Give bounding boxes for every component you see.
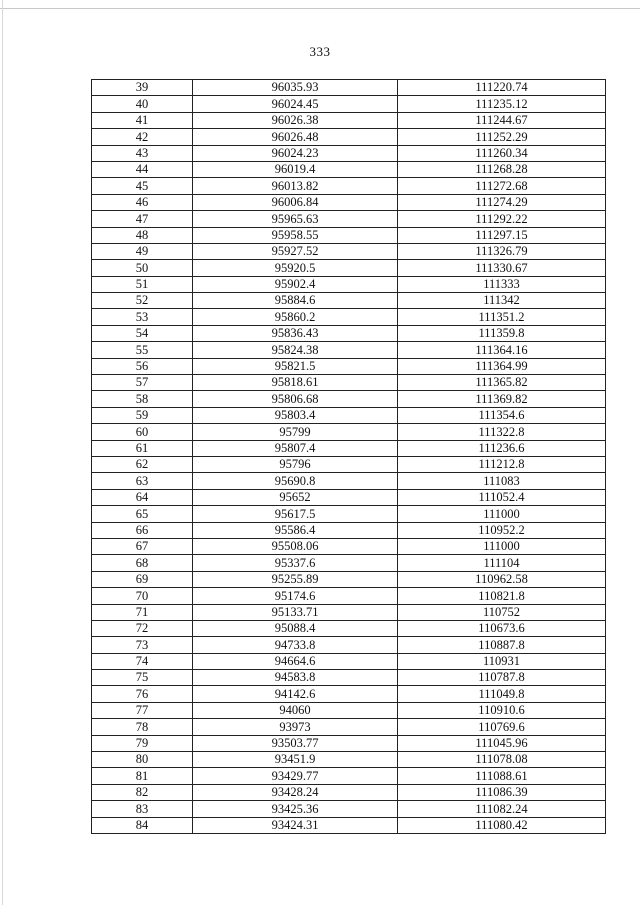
y-coordinate-cell: 111086.39 xyxy=(398,784,606,800)
point-number-cell: 66 xyxy=(92,522,193,538)
y-coordinate-cell: 111365.82 xyxy=(398,375,606,391)
table-row xyxy=(92,768,606,784)
x-coordinate-cell: 95806.68 xyxy=(193,391,398,407)
y-coordinate-cell: 110887.8 xyxy=(398,637,606,653)
point-number-cell: 41 xyxy=(92,112,193,128)
point-number-cell: 72 xyxy=(92,620,193,636)
x-coordinate-cell: 95807.4 xyxy=(193,440,398,456)
y-coordinate-cell: 111080.42 xyxy=(398,817,606,833)
y-coordinate-cell: 111274.29 xyxy=(398,194,606,210)
table-row xyxy=(92,194,606,210)
table-row xyxy=(92,227,606,243)
y-coordinate-cell: 111235.12 xyxy=(398,96,606,112)
table-row xyxy=(92,243,606,259)
x-coordinate-cell: 95803.4 xyxy=(193,407,398,423)
table-row xyxy=(92,637,606,653)
table-row xyxy=(92,620,606,636)
x-coordinate-cell: 95965.63 xyxy=(193,211,398,227)
y-coordinate-cell: 111083 xyxy=(398,473,606,489)
coordinate-table xyxy=(91,79,606,834)
point-number-cell: 64 xyxy=(92,489,193,505)
point-number-cell: 46 xyxy=(92,194,193,210)
y-coordinate-cell: 111236.6 xyxy=(398,440,606,456)
table-row xyxy=(92,211,606,227)
x-coordinate-cell: 95836.43 xyxy=(193,325,398,341)
point-number-cell: 75 xyxy=(92,670,193,686)
table-row xyxy=(92,784,606,800)
table-row xyxy=(92,325,606,341)
table-row xyxy=(92,161,606,177)
y-coordinate-cell: 111220.74 xyxy=(398,80,606,96)
x-coordinate-cell: 95508.06 xyxy=(193,538,398,554)
y-coordinate-cell: 110752 xyxy=(398,604,606,620)
y-coordinate-cell: 111292.22 xyxy=(398,211,606,227)
table-row xyxy=(92,440,606,456)
x-coordinate-cell: 95824.38 xyxy=(193,342,398,358)
point-number-cell: 71 xyxy=(92,604,193,620)
x-coordinate-cell: 96024.23 xyxy=(193,145,398,161)
y-coordinate-cell: 110910.6 xyxy=(398,702,606,718)
x-coordinate-cell: 94142.6 xyxy=(193,686,398,702)
point-number-cell: 51 xyxy=(92,276,193,292)
x-coordinate-cell: 93424.31 xyxy=(193,817,398,833)
table-row xyxy=(92,653,606,669)
y-coordinate-cell: 111052.4 xyxy=(398,489,606,505)
table-row xyxy=(92,80,606,96)
x-coordinate-cell: 93451.9 xyxy=(193,752,398,768)
table-row xyxy=(92,178,606,194)
point-number-cell: 39 xyxy=(92,80,193,96)
page-left-edge xyxy=(2,0,3,905)
table-row xyxy=(92,112,606,128)
point-number-cell: 40 xyxy=(92,96,193,112)
point-number-cell: 84 xyxy=(92,817,193,833)
point-number-cell: 57 xyxy=(92,375,193,391)
table-row xyxy=(92,375,606,391)
y-coordinate-cell: 111244.67 xyxy=(398,112,606,128)
x-coordinate-cell: 95796 xyxy=(193,456,398,472)
y-coordinate-cell: 110931 xyxy=(398,653,606,669)
x-coordinate-cell: 95818.61 xyxy=(193,375,398,391)
x-coordinate-cell: 95586.4 xyxy=(193,522,398,538)
y-coordinate-cell: 110821.8 xyxy=(398,588,606,604)
table-row xyxy=(92,604,606,620)
y-coordinate-cell: 111000 xyxy=(398,506,606,522)
y-coordinate-cell: 111252.29 xyxy=(398,129,606,145)
point-number-cell: 73 xyxy=(92,637,193,653)
x-coordinate-cell: 96024.45 xyxy=(193,96,398,112)
x-coordinate-cell: 95255.89 xyxy=(193,571,398,587)
x-coordinate-cell: 95799 xyxy=(193,424,398,440)
x-coordinate-cell: 93428.24 xyxy=(193,784,398,800)
y-coordinate-cell: 111088.61 xyxy=(398,768,606,784)
y-coordinate-cell: 111330.67 xyxy=(398,260,606,276)
table-row xyxy=(92,129,606,145)
point-number-cell: 74 xyxy=(92,653,193,669)
point-number-cell: 59 xyxy=(92,407,193,423)
y-coordinate-cell: 111078.08 xyxy=(398,752,606,768)
point-number-cell: 77 xyxy=(92,702,193,718)
point-number-cell: 49 xyxy=(92,243,193,259)
table-row xyxy=(92,752,606,768)
x-coordinate-cell: 95902.4 xyxy=(193,276,398,292)
table-row xyxy=(92,96,606,112)
point-number-cell: 47 xyxy=(92,211,193,227)
x-coordinate-cell: 95617.5 xyxy=(193,506,398,522)
table-row xyxy=(92,342,606,358)
point-number-cell: 83 xyxy=(92,801,193,817)
y-coordinate-cell: 111049.8 xyxy=(398,686,606,702)
x-coordinate-cell: 95920.5 xyxy=(193,260,398,276)
x-coordinate-cell: 96013.82 xyxy=(193,178,398,194)
page-top-edge xyxy=(0,8,640,9)
x-coordinate-cell: 95958.55 xyxy=(193,227,398,243)
table-row xyxy=(92,555,606,571)
point-number-cell: 62 xyxy=(92,456,193,472)
page-number: 333 xyxy=(309,44,331,59)
point-number-cell: 65 xyxy=(92,506,193,522)
x-coordinate-cell: 95821.5 xyxy=(193,358,398,374)
y-coordinate-cell: 111342 xyxy=(398,293,606,309)
point-number-cell: 56 xyxy=(92,358,193,374)
y-coordinate-cell: 111369.82 xyxy=(398,391,606,407)
y-coordinate-cell: 111364.16 xyxy=(398,342,606,358)
x-coordinate-cell: 95133.71 xyxy=(193,604,398,620)
table-row xyxy=(92,473,606,489)
x-coordinate-cell: 96026.38 xyxy=(193,112,398,128)
point-number-cell: 70 xyxy=(92,588,193,604)
x-coordinate-cell: 95884.6 xyxy=(193,293,398,309)
y-coordinate-cell: 111333 xyxy=(398,276,606,292)
table-row xyxy=(92,735,606,751)
x-coordinate-cell: 95174.6 xyxy=(193,588,398,604)
table-row xyxy=(92,260,606,276)
point-number-cell: 44 xyxy=(92,161,193,177)
y-coordinate-cell: 111359.8 xyxy=(398,325,606,341)
point-number-cell: 43 xyxy=(92,145,193,161)
coordinate-table-body xyxy=(92,80,606,834)
point-number-cell: 78 xyxy=(92,719,193,735)
y-coordinate-cell: 111364.99 xyxy=(398,358,606,374)
table-row xyxy=(92,588,606,604)
x-coordinate-cell: 96035.93 xyxy=(193,80,398,96)
y-coordinate-cell: 111322.8 xyxy=(398,424,606,440)
table-row xyxy=(92,702,606,718)
point-number-cell: 76 xyxy=(92,686,193,702)
point-number-cell: 54 xyxy=(92,325,193,341)
point-number-cell: 67 xyxy=(92,538,193,554)
y-coordinate-cell: 111354.6 xyxy=(398,407,606,423)
y-coordinate-cell: 110673.6 xyxy=(398,620,606,636)
table-row xyxy=(92,424,606,440)
x-coordinate-cell: 96006.84 xyxy=(193,194,398,210)
x-coordinate-cell: 96026.48 xyxy=(193,129,398,145)
table-row xyxy=(92,506,606,522)
x-coordinate-cell: 94583.8 xyxy=(193,670,398,686)
point-number-cell: 82 xyxy=(92,784,193,800)
point-number-cell: 61 xyxy=(92,440,193,456)
x-coordinate-cell: 95088.4 xyxy=(193,620,398,636)
table-row xyxy=(92,407,606,423)
x-coordinate-cell: 93973 xyxy=(193,719,398,735)
table-row xyxy=(92,489,606,505)
table-row xyxy=(92,686,606,702)
table-row xyxy=(92,391,606,407)
point-number-cell: 69 xyxy=(92,571,193,587)
table-row xyxy=(92,293,606,309)
point-number-cell: 68 xyxy=(92,555,193,571)
y-coordinate-cell: 111297.15 xyxy=(398,227,606,243)
x-coordinate-cell: 94664.6 xyxy=(193,653,398,669)
point-number-cell: 80 xyxy=(92,752,193,768)
table-row xyxy=(92,276,606,292)
y-coordinate-cell: 110769.6 xyxy=(398,719,606,735)
y-coordinate-cell: 111082.24 xyxy=(398,801,606,817)
table-row xyxy=(92,571,606,587)
x-coordinate-cell: 94060 xyxy=(193,702,398,718)
table-row xyxy=(92,309,606,325)
x-coordinate-cell: 95337.6 xyxy=(193,555,398,571)
x-coordinate-cell: 95690.8 xyxy=(193,473,398,489)
point-number-cell: 58 xyxy=(92,391,193,407)
x-coordinate-cell: 94733.8 xyxy=(193,637,398,653)
point-number-cell: 50 xyxy=(92,260,193,276)
y-coordinate-cell: 111326.79 xyxy=(398,243,606,259)
x-coordinate-cell: 95860.2 xyxy=(193,309,398,325)
y-coordinate-cell: 111104 xyxy=(398,555,606,571)
point-number-cell: 55 xyxy=(92,342,193,358)
point-number-cell: 42 xyxy=(92,129,193,145)
y-coordinate-cell: 111351.2 xyxy=(398,309,606,325)
point-number-cell: 60 xyxy=(92,424,193,440)
y-coordinate-cell: 111272.68 xyxy=(398,178,606,194)
x-coordinate-cell: 95652 xyxy=(193,489,398,505)
table-row xyxy=(92,538,606,554)
point-number-cell: 52 xyxy=(92,293,193,309)
table-row xyxy=(92,801,606,817)
point-number-cell: 48 xyxy=(92,227,193,243)
x-coordinate-cell: 93429.77 xyxy=(193,768,398,784)
table-row xyxy=(92,817,606,833)
table-row xyxy=(92,670,606,686)
y-coordinate-cell: 111268.28 xyxy=(398,161,606,177)
y-coordinate-cell: 110962.58 xyxy=(398,571,606,587)
point-number-cell: 53 xyxy=(92,309,193,325)
table-row xyxy=(92,456,606,472)
y-coordinate-cell: 110952.2 xyxy=(398,522,606,538)
table-row xyxy=(92,358,606,374)
y-coordinate-cell: 111260.34 xyxy=(398,145,606,161)
point-number-cell: 45 xyxy=(92,178,193,194)
y-coordinate-cell: 111212.8 xyxy=(398,456,606,472)
table-row xyxy=(92,719,606,735)
point-number-cell: 63 xyxy=(92,473,193,489)
x-coordinate-cell: 96019.4 xyxy=(193,161,398,177)
point-number-cell: 81 xyxy=(92,768,193,784)
table-row xyxy=(92,145,606,161)
y-coordinate-cell: 111000 xyxy=(398,538,606,554)
x-coordinate-cell: 93503.77 xyxy=(193,735,398,751)
y-coordinate-cell: 111045.96 xyxy=(398,735,606,751)
x-coordinate-cell: 95927.52 xyxy=(193,243,398,259)
x-coordinate-cell: 93425.36 xyxy=(193,801,398,817)
y-coordinate-cell: 110787.8 xyxy=(398,670,606,686)
point-number-cell: 79 xyxy=(92,735,193,751)
table-row xyxy=(92,522,606,538)
